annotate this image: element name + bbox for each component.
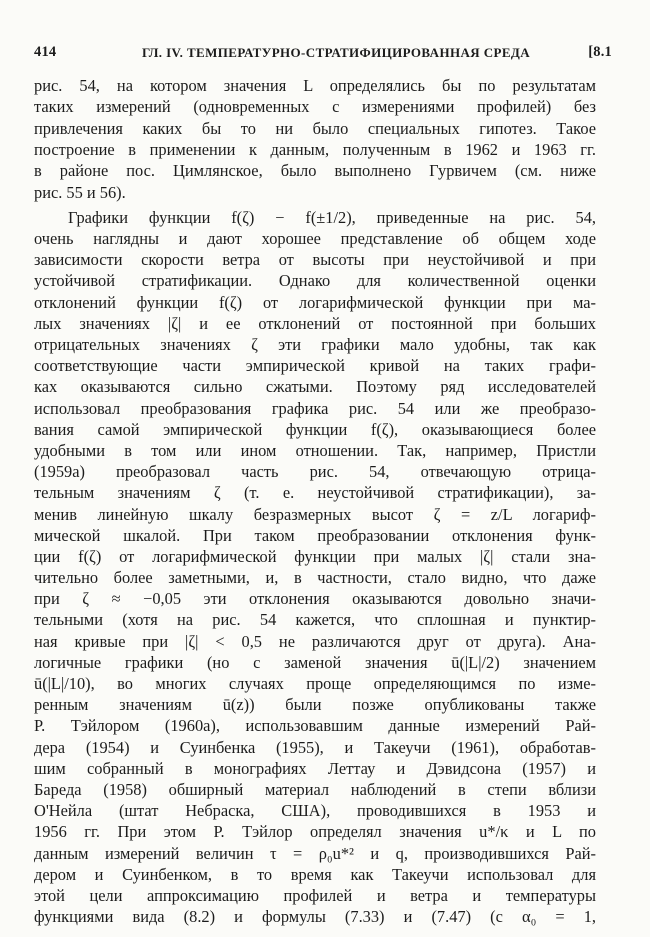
text-line: (1959а) преобразовал часть рис. 54, отвечающую отрица- [34, 462, 596, 482]
text-line: удобными в том или ином отношении. Так, например, Пристли [34, 440, 596, 460]
page-header [34, 44, 612, 66]
text-line: таких измерений (одновременных с измерениями профилей) без [34, 97, 596, 117]
text-line: построение в применении к данным, полученным в 1962 и 1963 гг. [34, 139, 596, 159]
text-line: отрицательных значениях ζ эти графики мало удобны, так как [34, 334, 596, 354]
text-line: зависимости скорости ветра от высоты при неустойчивой и при [34, 250, 596, 270]
text-line: ū(|L|/10), во многих случаях проще определяющимся по изме- [34, 674, 596, 694]
text-line: лых значениях |ζ| и ее отклонений от постоянной при больших [34, 313, 596, 333]
text-line: О'Нейла (штат Небраска, США), проводившихся в 1953 и [34, 801, 596, 821]
text-line: отклонений функции f(ζ) от логарифмической функции при ма- [34, 292, 596, 312]
text-line: тельными (хотя на рис. 54 кажется, что сплошная и пунктир- [34, 610, 596, 630]
text-line: ках оказываются сильно сжатыми. Поэтому ряд исследователей [34, 377, 596, 397]
text-line: Р. Тэйлором (1960а), использовавшим данные измерений Рай- [34, 716, 596, 736]
text-line: функциями вида (8.2) и формулы (7.33) и (7.47) (с α₀ = 1, [34, 907, 596, 927]
text-line: ная кривые при |ζ| < 0,5 не различаются друг от друга). Ана- [34, 631, 596, 651]
text-line: в районе пос. Цимлянское, было выполнено Гурвичем (см. ниже [34, 161, 596, 181]
text-line: при ζ ≈ −0,05 эти отклонения оказываются довольно значи- [34, 589, 596, 609]
text-line: дера (1954) и Суинбенка (1955), и Такеучи (1961), обработав- [34, 737, 596, 757]
text-line: Бареда (1958) обширный материал наблюдений в степи вблизи [34, 779, 596, 799]
text-line: ции f(ζ) от логарифмической функции при малых |ζ| стали зна- [34, 546, 596, 566]
text-line: данным измерений величин τ = ρ₀u*² и q, производившихся Рай- [34, 843, 596, 863]
text-line: менив линейную шкалу безразмерных высот ζ = z/L логариф- [34, 504, 596, 524]
section-number: [8.1 [588, 44, 612, 60]
page-number: 414 [34, 44, 57, 60]
text-line: чительно более заметными, и, в частности, стало видно, что даже [34, 568, 596, 588]
text-line: мической шкалой. При таком преобразовании отклонения функ- [34, 525, 596, 545]
text-line: шим собранный в монографиях Леттау и Дэвидсона (1957) и [34, 758, 596, 778]
text-line: 1956 гг. При этом Р. Тэйлор определял значения u*/κ и L по [34, 822, 596, 842]
text-line: этой цели аппроксимацию профилей и ветра и температуры [34, 885, 596, 905]
text-line: рис. 54, на котором значения L определялись бы по результатам [34, 76, 596, 95]
text-line: использовал преобразования графика рис. 54 или же преобразо- [34, 398, 596, 418]
text-line: устойчивой стратификации. Однако для количественной оценки [34, 271, 596, 291]
text-line: тельным значениям ζ (т. е. неустойчивой стратификации), за- [34, 483, 596, 503]
text-line: рис. 55 и 56). [34, 182, 126, 202]
text-line: дером и Суинбенком, в то время как Такеучи использовал для [34, 864, 596, 884]
text-line: ренным значениям ū(z)) были позже опубликованы также [34, 695, 596, 715]
text-line: логичные графики (но с заменой значения ū(|L|/2) значением [34, 652, 596, 672]
text-line: Графики функции f(ζ) − f(±1/2), приведенные на рис. 54, [68, 207, 596, 227]
text-line: соответствующие части эмпирической кривой на таких графи- [34, 356, 596, 376]
text-line: очень наглядны и дают хорошее представление об общем ходе [34, 229, 596, 249]
text-line: вания самой эмпирической функции f(ζ), оказывающиеся более [34, 419, 596, 439]
running-title: ГЛ. IV. ТЕМПЕРАТУРНО-СТРАТИФИЦИРОВАННАЯ СРЕДА [142, 45, 531, 60]
text-line: привлечения каких бы то ни было специальных гипотез. Такое [34, 118, 596, 138]
